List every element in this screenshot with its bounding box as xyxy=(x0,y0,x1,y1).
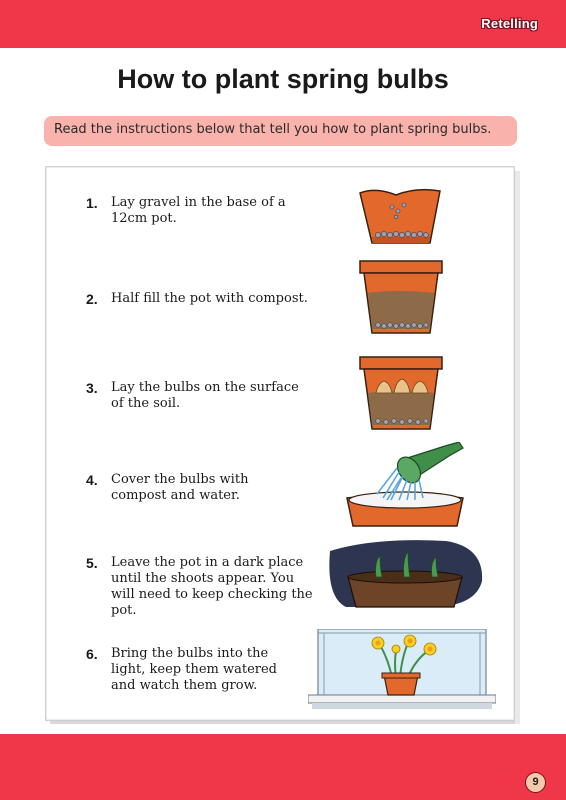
step-text: Half fill the pot with compost. xyxy=(111,291,308,306)
step-number: 5. xyxy=(86,555,98,571)
page-title: How to plant spring bulbs xyxy=(117,64,449,94)
step-text: Lay gravel in the base of a 12cm pot. xyxy=(111,195,286,226)
pot-with-bulbs-icon xyxy=(356,355,446,433)
top-band xyxy=(0,0,566,48)
step-number: 2. xyxy=(86,291,98,307)
step-text: Leave the pot in a dark place until the shoots appear. You will need to keep checking the pot. xyxy=(111,555,313,618)
section-label: Retelling xyxy=(481,16,538,31)
step-number: 4. xyxy=(86,472,98,488)
page-number: 9 xyxy=(525,772,546,793)
step-text: Cover the bulbs with compost and water. xyxy=(111,472,249,503)
step-number: 1. xyxy=(86,195,98,211)
bottom-band xyxy=(0,734,566,800)
pot-with-gravel-icon xyxy=(356,185,446,247)
step-text: Bring the bulbs into the light, keep them watered and watch them grow. xyxy=(111,646,277,693)
step-text: Lay the bulbs on the surface of the soil. xyxy=(111,380,299,411)
daffodils-on-windowsill-icon xyxy=(308,629,496,709)
intro-bar xyxy=(44,116,517,146)
watering-can-icon xyxy=(341,442,469,530)
pot-in-dark-icon xyxy=(326,537,486,613)
pot-half-compost-icon xyxy=(356,259,446,337)
instructions-card xyxy=(45,166,515,721)
intro-text: Read the instructions below that tell you how to plant spring bulbs. xyxy=(54,122,492,137)
step-number: 6. xyxy=(86,646,98,662)
step-number: 3. xyxy=(86,380,98,396)
